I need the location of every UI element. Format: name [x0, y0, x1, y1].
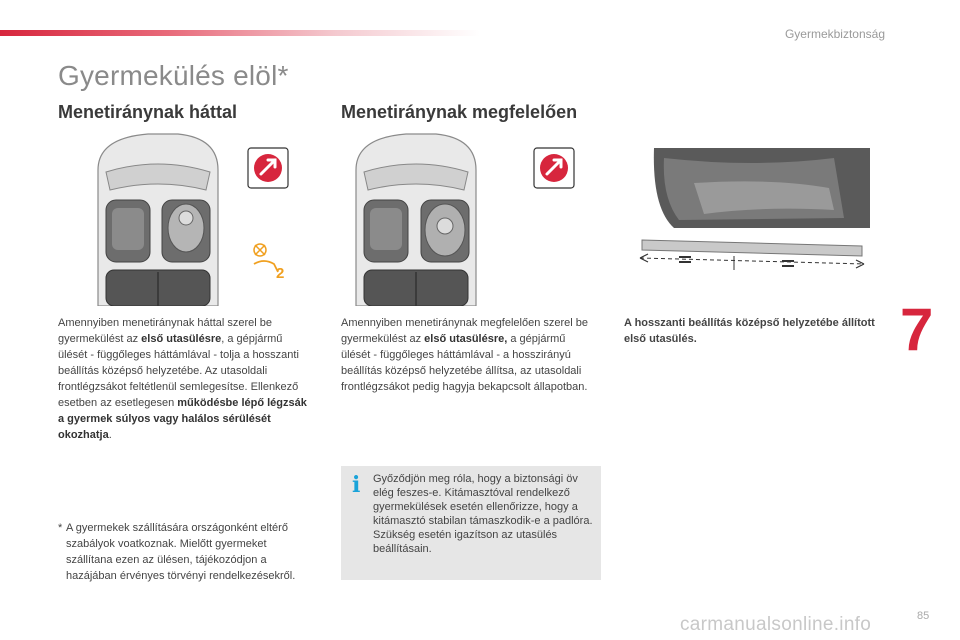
forward-facing-illustration	[341, 130, 586, 306]
seat-rail-diagram	[634, 148, 870, 276]
seat-position-caption: A hosszanti beállítás középső helyzetébe állított első utasülés.	[624, 317, 875, 345]
page-number: 85	[917, 610, 930, 622]
info-box-text: Győződjön meg róla, hogy a biztonsági öv elég feszes-e. Kitámasztóval rendelkező gyermekülések esetén ellenőrizze, hogy a kitámasztó stabilan támaszkodik-e a padlóra. Szükség esetén igazítson az utasülés beállításain.	[373, 473, 593, 555]
section-name: Gyermekbiztonság	[784, 27, 885, 41]
car-top-view-rear-facing-image	[58, 130, 303, 306]
car-top-view-forward-facing-image	[341, 130, 586, 306]
rear-facing-text: Amennyiben menetiránynak háttal szerel be gyermekülést az első utasülésre, a gépjármű ülését - függőleges háttámlával - tolja a hosszanti beállítás középső helyzetébe. Az utasoldali frontlégzsákot feltétlenül semlegesítse. Ellenkező esetben az esetlegesen működésbe lépő légzsák a gyermek súlyos vagy halálos sérülését okozhatja.	[58, 317, 307, 441]
header-accent-bar	[0, 30, 480, 36]
rear-facing-illustration	[58, 130, 303, 306]
footnote-mark: *	[58, 522, 63, 534]
seat-adjustment-image	[634, 148, 870, 276]
forward-facing-text: Amennyiben menetiránynak megfelelően szerel be gyermekülést az első utasülésre, a gépjármű ülését - függőleges háttámlával - a hosszirányú beállítás középső helyzetébe állítsa, az utasoldali frontlégzsákot pedig hagyja bekapcsolt állapotban.	[341, 317, 589, 393]
heading-rear-facing: Menetiránynak háttal	[58, 102, 238, 122]
info-icon: i	[352, 472, 361, 498]
svg-text:2: 2	[276, 265, 285, 282]
footnote-text: A gyermekek szállítására országonként eltérő szabályok voatkoznak. Mielőtt gyermeket szállítana ezen az ülésen, tájékozódjon a hazájában érvényes törvényi rendelkezésekről.	[66, 522, 296, 582]
heading-forward-facing: Menetiránynak megfelelően	[341, 102, 578, 122]
chapter-number: 7	[900, 296, 934, 363]
watermark: carmanualsonline.info	[680, 614, 872, 635]
page-title: Gyermekülés elöl*	[58, 60, 289, 91]
info-box	[341, 466, 601, 580]
footnote	[58, 520, 313, 584]
